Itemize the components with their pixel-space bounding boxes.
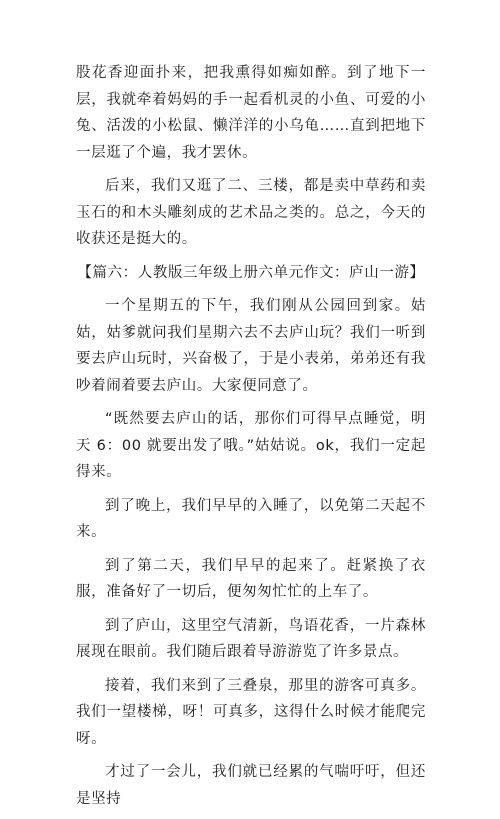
paragraph-later-floors: 后来，我们又逛了二、三楼，都是卖中草药和卖玉石的和木头雕刻成的艺术品之类的。总之，今天的收获还是挺大的。 [76,178,426,247]
paragraph-next-day: 到了第二天，我们早早的起来了。赶紧换了衣服，准备好了一切后，便匆匆忙忙的上车了。 [76,557,426,600]
document-page [76,60,426,819]
paragraph-evening: 到了晚上，我们早早的入睡了，以免第二天起不来。 [76,497,426,540]
paragraph-aunt-quote: “既然要去庐山的话，那你们可得早点睡觉，明天 6：00 就要出发了哦。”姑姑说。ok，我们一定起得来。 [76,411,426,480]
paragraph-arrive-lushan: 到了庐山，这里空气清新，鸟语花香，一片森林展现在眼前。我们随后跟着导游游览了许多景点。 [76,617,426,660]
section-heading: 【篇六：人教版三年级上册六单元作文：庐山一游】 [77,264,425,281]
paragraph-tired: 才过了一会儿，我们就已经累的气喘吁吁，但还是坚持 [76,764,426,807]
paragraph-sandiequan: 接着，我们来到了三叠泉，那里的游客可真多。我们一望楼梯，呀！可真多，这得什么时候才能爬完呀。 [76,677,426,747]
paragraph-intro-continued: 股花香迎面扑来，把我熏得如痴如醉。到了地下一层，我就牵着妈妈的手一起看机灵的小鱼、可爱的小兔、活泼的小松鼠、懒洋洋的小乌龟……直到把地下一层逛了个遍，我才罢休。 [76,65,426,161]
paragraph-friday-afternoon: 一个星期五的下午，我们刚从公园回到家。姑姑，姑爹就问我们星期六去不去庐山玩？我们一听到要去庐山玩时，兴奋极了，于是小表弟，弟弟还有我吵着闹着要去庐山。大家便同意了。 [76,298,426,394]
